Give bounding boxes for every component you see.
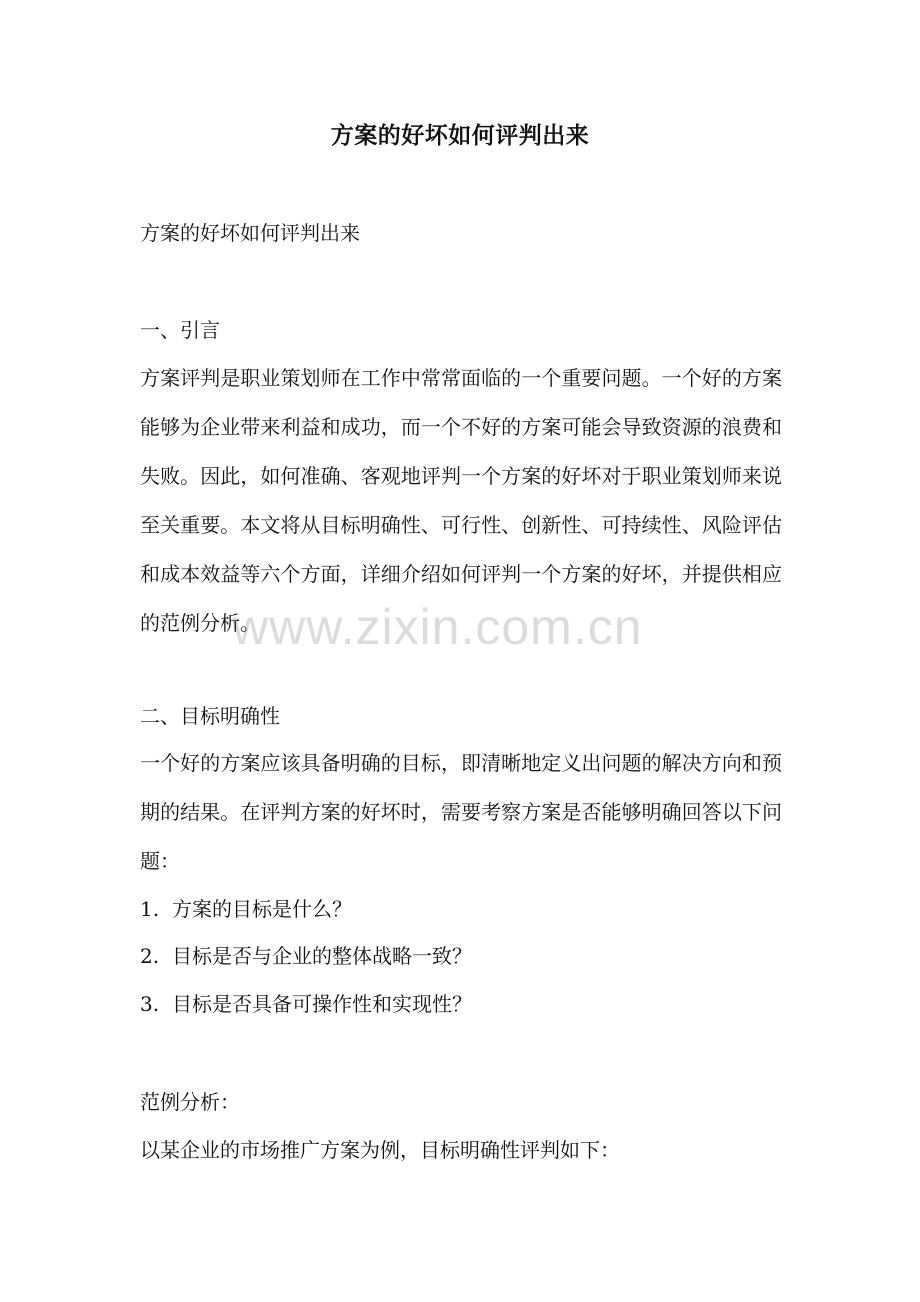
example-heading: 范例分析： bbox=[140, 1090, 240, 1114]
section-heading-intro: 一、引言 bbox=[140, 318, 220, 342]
watermark: www.zixin.com.cn bbox=[232, 599, 643, 655]
section-paragraph-goal-clarity: 一个好的方案应该具备明确的目标，即清晰地定义出问题的解决方向和预期的结果。在评判方案的好坏时，需要考察方案是否能够明确回答以下问题： bbox=[140, 751, 782, 873]
section-heading-goal-clarity: 二、目标明确性 bbox=[140, 704, 280, 728]
example-intro: 以某企业的市场推广方案为例，目标明确性评判如下： bbox=[140, 1138, 620, 1162]
list-number: 1. bbox=[140, 897, 160, 921]
list-text: 方案的目标是什么？ bbox=[172, 897, 352, 921]
list-item bbox=[140, 941, 472, 971]
list-number: 2. bbox=[140, 944, 160, 968]
list-item bbox=[140, 989, 472, 1019]
list-text: 目标是否与企业的整体战略一致？ bbox=[172, 944, 472, 968]
document-subtitle: 方案的好坏如何评判出来 bbox=[140, 221, 360, 245]
list-item bbox=[140, 894, 352, 924]
section-paragraph-intro: 方案评判是职业策划师在工作中常常面临的一个重要问题。一个好的方案能够为企业带来利益和成功，而一个不好的方案可能会导致资源的浪费和失败。因此，如何准确、客观地评判一个方案的好坏对于职业策划师来说至关重要。本文将从目标明确性、可行性、创新性、可持续性、风险评估和成本效益等六个方面，详细介绍如何评判一个方案的好坏，并提供相应的范例分析。 bbox=[140, 366, 782, 635]
page-title: 方案的好坏如何评判出来 bbox=[330, 122, 590, 149]
list-text: 目标是否具备可操作性和实现性？ bbox=[172, 992, 472, 1016]
list-number: 3. bbox=[140, 992, 160, 1016]
